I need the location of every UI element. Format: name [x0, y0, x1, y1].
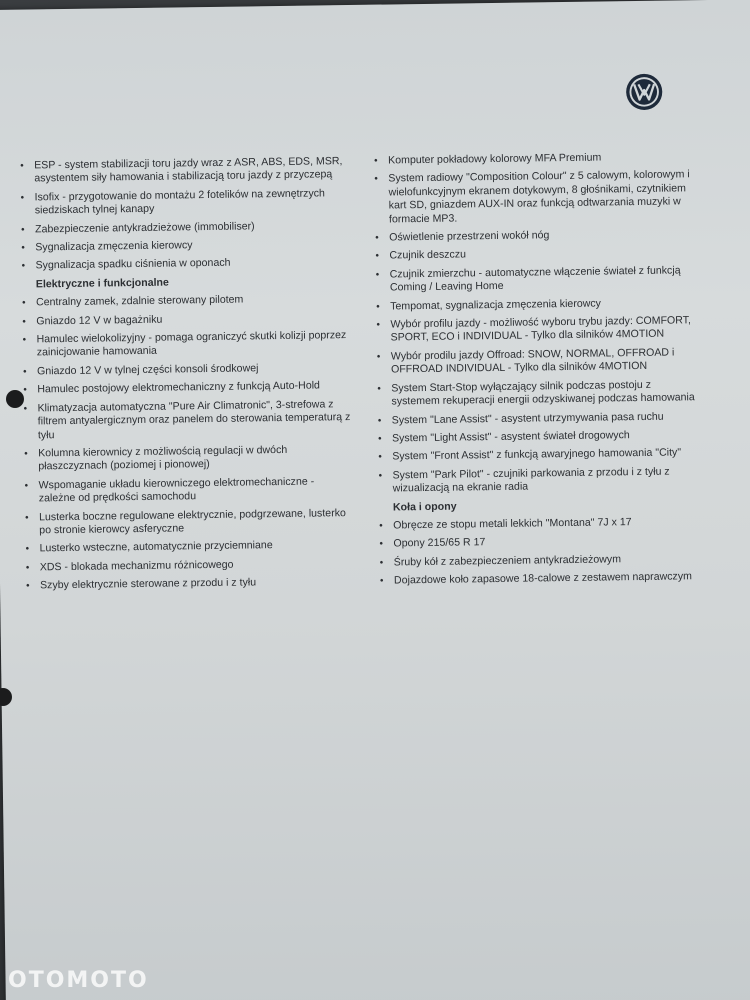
- equipment-list-item: [21, 398, 352, 443]
- equipment-item-text: Hamulec wielokolizyjny - pomaga ograniczyć skutki kolizji poprzez zainicjowanie hamowania: [36, 329, 347, 359]
- equipment-item-text: ESP - system stabilizacji toru jazdy wraz z ASR, ABS, EDS, MSR, asystentem siły hamowania i stabilizacją toru jazdy z przyczepą: [34, 155, 343, 185]
- section-heading: Koła i opony: [392, 500, 457, 513]
- punch-hole: [6, 390, 24, 408]
- equipment-list-item: [376, 465, 696, 496]
- equipment-item-text: Isofix - przygotowanie do montażu 2 fotelików na zewnętrzych siedziskach tylnej kanapy: [34, 187, 325, 217]
- equipment-list-item: [377, 534, 697, 552]
- equipment-item-text: Zabezpieczenie antykradzieżowe (immobiliser): [34, 219, 255, 236]
- bullet-icon: •: [378, 470, 383, 482]
- equipment-list-item: [21, 329, 351, 360]
- otomoto-watermark: OTOMOTO: [8, 968, 149, 993]
- bullet-icon: •: [376, 301, 380, 313]
- bullet-icon: •: [375, 232, 379, 244]
- equipment-list-item: [23, 475, 353, 506]
- equipment-item-text: Hamulec postojowy elektromechaniczny z funkcją Auto-Hold: [37, 379, 321, 396]
- left-column: [18, 155, 354, 598]
- equipment-list-item: [376, 447, 696, 465]
- bullet-icon: •: [20, 192, 25, 204]
- bullet-icon: •: [22, 297, 26, 309]
- equipment-list-item: [375, 346, 695, 377]
- equipment-item-text: Kolumna kierownicy z możliwością regulacji w dwóch płaszczyznach (poziomej i pionowej): [38, 443, 288, 473]
- equipment-item-text: Tempomat, sygnalizacja zmęczenia kierowcy: [390, 297, 602, 313]
- bullet-icon: •: [25, 512, 29, 524]
- equipment-item-text: Lusterko wsteczne, automatycznie przyciemniane: [39, 539, 273, 555]
- equipment-list-item: [372, 169, 693, 227]
- bullet-icon: •: [377, 383, 381, 395]
- equipment-list-item: [24, 575, 354, 593]
- volkswagen-logo-icon: [625, 73, 664, 112]
- equipment-item-text: System "Light Assist" - asystent świateł drogowych: [391, 429, 630, 445]
- section-heading: Elektryczne i funkcjonalne: [35, 276, 169, 291]
- bullet-icon: •: [376, 351, 381, 363]
- bullet-icon: •: [21, 242, 25, 254]
- bullet-icon: •: [377, 433, 382, 445]
- equipment-list-item: [20, 311, 350, 329]
- equipment-list-item: [23, 538, 353, 556]
- bullet-icon: •: [379, 520, 383, 532]
- equipment-list-item: [18, 155, 348, 186]
- equipment-item-text: Lusterka boczne regulowane elektrycznie, podgrzewane, lusterko po stronie kierowcy asferyczne: [38, 506, 346, 537]
- equipment-list-item: [24, 557, 354, 575]
- equipment-item-text: Komputer pokładowy kolorowy MFA Premium: [388, 151, 602, 167]
- equipment-list-item: [375, 378, 695, 409]
- equipment-item-text: System Start-Stop wyłączający silnik podczas postoju z systemem rekuperacji energii odzyskiwanej podczas hamowania: [391, 378, 695, 408]
- bullet-icon: •: [22, 316, 26, 328]
- right-column: [372, 150, 698, 593]
- equipment-item-text: System "Lane Assist" - asystent utrzymywania pasa ruchu: [391, 410, 664, 426]
- equipment-item-text: Sygnalizacja spadku ciśnienia w oponach: [35, 257, 231, 272]
- bullet-icon: •: [378, 451, 382, 463]
- equipment-list-item: [374, 264, 694, 295]
- equipment-list-item: [21, 379, 351, 397]
- equipment-list-item: [21, 361, 351, 379]
- equipment-item-text: Oświetlenie przestrzeni wokół nóg: [389, 229, 550, 244]
- equipment-item-text: System radiowy "Composition Colour" z 5 calowym, kolorowym i wielofunkcyjnym ekranem dotykowym, 8 głośnikami, czytnikiem kart SD, gniazdem AUX-IN oraz funkcją odtwarzania muzyki w formacie MP3.: [388, 168, 690, 226]
- equipment-list-item: [373, 227, 693, 245]
- equipment-list-item: [377, 515, 697, 533]
- equipment-list-item: [19, 255, 349, 273]
- equipment-item-text: Wybór prodilu jazdy Offroad: SNOW, NORMAL, OFFROAD i OFFROAD INDIVIDUAL - Tylko dla silników 4MOTION: [390, 346, 675, 376]
- equipment-item-text: Czujnik zmierzchu - automatyczne włączenie świateł z funkcją Coming / Leaving Home: [389, 264, 681, 294]
- bullet-icon: •: [23, 384, 27, 396]
- equipment-item-text: Obręcze ze stopu metali lekkich "Montana" 7J x 17: [393, 516, 632, 532]
- equipment-list-item: [372, 150, 692, 168]
- equipment-list-item: [376, 410, 696, 428]
- equipment-list-item: [376, 428, 696, 446]
- equipment-list-item: [20, 292, 350, 310]
- bullet-icon: •: [376, 319, 381, 331]
- bullet-icon: •: [379, 575, 384, 587]
- equipment-item-text: Gniazdo 12 V w bagażniku: [36, 313, 163, 328]
- bullet-icon: •: [374, 174, 378, 186]
- bullet-icon: •: [375, 251, 380, 263]
- bullet-icon: •: [379, 538, 384, 550]
- bullet-icon: •: [25, 580, 30, 592]
- equipment-list-item: [19, 237, 349, 255]
- bullet-icon: •: [20, 160, 24, 172]
- equipment-item-text: Czujnik deszczu: [389, 248, 467, 262]
- bullet-icon: •: [375, 269, 380, 281]
- equipment-list-item: [378, 552, 698, 570]
- equipment-list-item: [23, 507, 353, 538]
- equipment-item-text: Klimatyzacja automatyczna "Pure Air Climatronic", 3-strefowa z filtrem antyalergicznym oraz panelem do sterowania temperaturą z tyłu: [37, 397, 351, 441]
- bullet-icon: •: [25, 562, 30, 574]
- equipment-item-text: Wybór profilu jazdy - możliwość wyboru trybu jazdy: COMFORT, SPORT, ECO i INDIVIDUAL - Tylko dla silników 4MOTION: [390, 314, 692, 344]
- bullet-icon: •: [24, 480, 29, 492]
- equipment-item-text: Centralny zamek, zdalnie sterowany pilotem: [36, 293, 244, 309]
- equipment-list-item: [22, 443, 352, 474]
- equipment-item-text: Wspomaganie układu kierowniczego elektromechaniczne - zależne od prędkości samochodu: [38, 475, 315, 505]
- equipment-list-item: [19, 219, 349, 237]
- equipment-item-text: Opony 215/65 R 17: [393, 536, 486, 550]
- bullet-icon: •: [21, 261, 26, 273]
- equipment-item-text: Śruby kół z zabezpieczeniem antykradzieżowym: [393, 553, 622, 569]
- equipment-item-text: Sygnalizacja zmęczenia kierowcy: [35, 239, 193, 254]
- bullet-icon: •: [22, 366, 27, 378]
- bullet-icon: •: [379, 557, 384, 569]
- bullet-icon: •: [24, 448, 28, 460]
- equipment-list-item: [19, 187, 349, 218]
- equipment-list-item: [378, 570, 698, 588]
- equipment-item-text: System "Park Pilot" - czujniki parkowania z przodu i z tyłu z wizualizacją na ekranie radia: [392, 465, 670, 495]
- equipment-item-text: System "Front Assist" z funkcją awaryjnego hamowania "City": [392, 446, 682, 463]
- equipment-list-item: [374, 314, 694, 345]
- bullet-icon: •: [377, 415, 382, 427]
- equipment-list-item: [373, 246, 693, 264]
- equipment-item-text: Szyby elektrycznie sterowane z przodu i z tyłu: [39, 576, 257, 592]
- bullet-icon: •: [374, 155, 378, 167]
- equipment-item-text: Dojazdowe koło zapasowe 18-calowe z zestawem naprawczym: [393, 570, 693, 587]
- equipment-list-item: [374, 296, 694, 314]
- bullet-icon: •: [22, 334, 27, 346]
- bullet-icon: •: [25, 543, 30, 555]
- equipment-item-text: Gniazdo 12 V w tylnej części konsoli środkowej: [36, 362, 259, 378]
- bullet-icon: •: [23, 403, 28, 415]
- equipment-item-text: XDS - blokada mechanizmu różnicowego: [39, 558, 234, 574]
- bullet-icon: •: [20, 224, 25, 236]
